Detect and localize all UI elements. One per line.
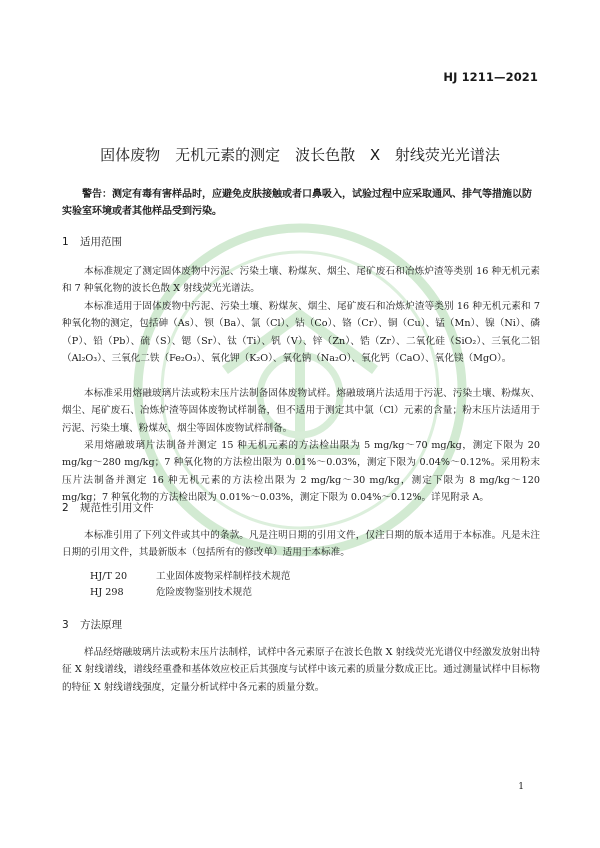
section-number: 2 — [62, 502, 69, 514]
section-number: 3 — [62, 619, 69, 631]
section-title: 规范性引用文件 — [80, 502, 154, 514]
standard-number: HJ 1211—2021 — [443, 70, 538, 84]
page-number: 1 — [518, 782, 524, 792]
reference-code: HJ 298 — [90, 587, 124, 598]
section-heading-references — [62, 500, 154, 515]
warning-notice: 警告：测定有毒有害样品时，应避免皮肤接触或者口鼻吸入，试验过程中应采取通风、排气等措施以防实验室环境或者其他样品受到污染。 — [62, 189, 532, 217]
section-number: 1 — [62, 236, 69, 248]
principle-paragraph: 样品经熔融玻璃片法或粉末压片法制样，试样中各元素原子在波长色散 X 射线荧光光谱仪中经激发放射出特征 X 射线谱线，谱线经重叠和基体效应校正后其强度与试样中该元素的质量分数成正比。通过测量试样中目标物的特征 X 射线谱线强度，定量分析试样中各元素的质量分数。 — [62, 647, 540, 693]
reference-code: HJ/T 20 — [90, 571, 128, 582]
section-title: 适用范围 — [80, 236, 122, 248]
reference-name: 危险废物鉴别技术规范 — [156, 587, 252, 598]
section-title: 方法原理 — [80, 619, 122, 631]
scope-paragraph-2: 本标准适用于固体废物中污泥、污染土壤、粉煤灰、烟尘、尾矿废石和冶炼炉渣等类别 16 种无机元素和 7 种氧化物的测定，包括砷（As）、钡（Ba）、氯（Cl）、钴（Co）、铬（Cr）、铜（Cu）、锰（Mn）、镍（Ni）、磷（P）、铅（Pb）、硫（S）、锶（Sr）、钛（Ti）、钒（V）、锌（Zn）、锆（Zr）、二氧化硅（SiO₂）、三氧化二铝（Al₂O₃）、三氧化二铁（Fe₂O₃）、氧化钾（K₂O）、氧化钠（Na₂O）、氧化钙（CaO）、氧化镁（MgO）。 — [62, 301, 540, 365]
section-heading-principle — [62, 617, 122, 632]
scope-paragraph-4: 采用熔融玻璃片法制备并测定 15 种无机元素的方法检出限为 5 mg/kg～70 mg/kg，测定下限为 20 mg/kg～280 mg/kg；7 种氧化物的方法检出限为 0.01%～0.03%，测定下限为 0.04%～0.12%。采用粉末压片法制备并测定 16 种无机元素的方法检出限为 2 mg/kg～30 mg/kg，测定下限为 8 mg/kg～120 mg/kg；7 种氧化物的方法检出限为 0.01%～0.03%，测定下限为 0.04%～0.12%。详见附录 A。 — [62, 440, 540, 504]
scope-paragraph-1: 本标准规定了测定固体废物中污泥、污染土壤、粉煤灰、烟尘、尾矿废石和冶炼炉渣等类别 16 种无机元素和 7 种氧化物的波长色散 X 射线荧光光谱法。 — [62, 266, 540, 295]
reference-item — [90, 570, 290, 584]
reference-item — [90, 586, 252, 600]
references-paragraph: 本标准引用了下列文件或其中的条款。凡是注明日期的引用文件，仅注日期的版本适用于本标准。凡是未注日期的引用文件，其最新版本（包括所有的修改单）适用于本标准。 — [62, 530, 540, 559]
section-heading-scope — [62, 234, 122, 249]
reference-name: 工业固体废物采样制样技术规范 — [156, 571, 291, 582]
scope-paragraph-3: 本标准采用熔融玻璃片法或粉末压片法制备固体废物试样。熔融玻璃片法适用于污泥、污染土壤、粉煤灰、烟尘、尾矿废石、冶炼炉渣等固体废物试样制备，但不适用于测定其中氯（Cl）元素的含量；粉末压片法适用于污泥、污染土壤、粉煤灰、烟尘等固体废物试样制备。 — [62, 388, 540, 434]
document-title: 固体废物 无机元素的测定 波长色散 X 射线荧光光谱法 — [100, 146, 500, 164]
